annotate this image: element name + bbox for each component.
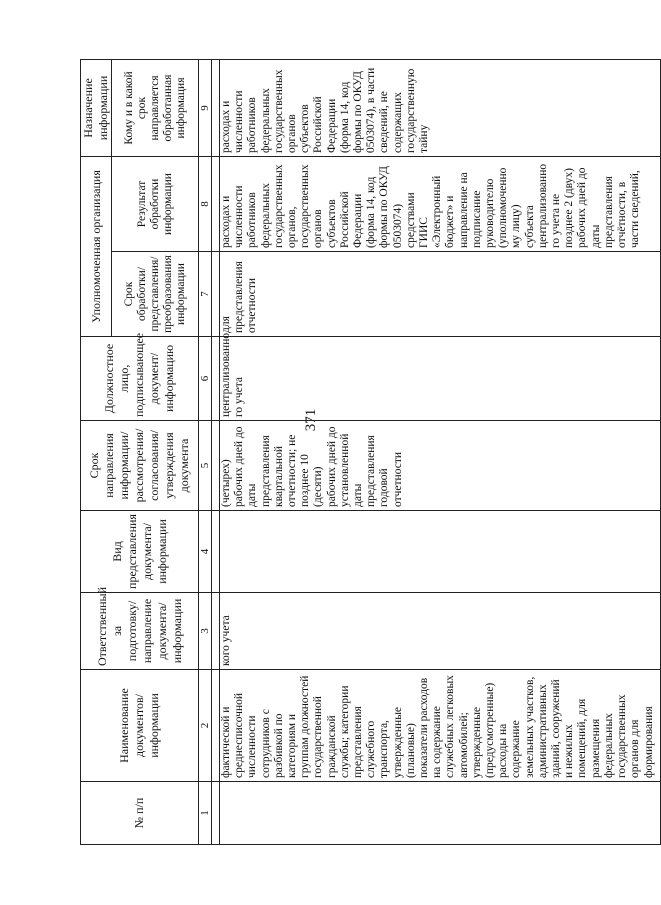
header-col-7: Срок обработки/ представления/ преобразования информации (112, 252, 199, 337)
header-group-authorized: Уполномоченная организация (81, 157, 112, 337)
col-number: 6 (199, 337, 212, 421)
header-col-8: Результат обработки информации (112, 157, 199, 252)
cell-document-name: фактической и среднесписочной численности сотрудников с разбивкой по категориям и группам должностей государственной гражданской службы; категории представления служебного транспорта, утвержденные (плановые) показатели расходов на содержание служебных легковых автомобилей; утвержденные (предусмотренные) расходы на содержание земельных участков, административных зданий, сооружений и нежилых помещений, для размещения федеральных государственных органов для формирования (220, 670, 661, 782)
header-col-5: Срок направления информации/ рассмотрения/ согласования/ утверждения документа (81, 421, 199, 511)
table-row (220, 60, 661, 845)
col-number: 1 (199, 782, 212, 845)
col-number: 3 (199, 593, 212, 670)
header-col-9: Кому и в какой срок направляется обработанная информация (112, 60, 199, 157)
cell-presentation-type (220, 511, 661, 593)
col-number: 8 (199, 157, 212, 252)
cell-deadline: (четырех) рабочих дней до даты представления квартальной отчетности; не позднее 10 (десяти) рабочих дней до установленной даты представления годовой отчетности (220, 421, 661, 511)
header-col-2: Наименование документов/ информации (81, 670, 199, 782)
cell-recipient: расходах и численности работников федеральных государственных органов субъектов Российской Федерации (форма 14, код формы по ОКУД 0503074), в части сведений, не содержащих государственную тайну (220, 60, 661, 157)
cell-processing-result: расходах и численности работников федеральных государственных органов, государственных органов субъектов Российской Федерации (форма 14, код формы по ОКУД 0503074) средствами ГИИС «Электронный бюджет» и направление на подписание руководителю (уполномоченно му лицу) субъекта централизованно го учета не позднее 2 (двух) рабочих дней до даты представления отчётности, в части сведений, (220, 157, 661, 252)
header-col-4: Вид представления документа/ информации (81, 511, 199, 593)
col-number: 7 (199, 252, 212, 337)
page-number: 371 (303, 408, 319, 432)
rotated-page (80, 60, 655, 845)
col-number: 5 (199, 421, 212, 511)
cell-responsible: кого учета (220, 593, 661, 670)
cell-processing-term: для представления отчетности (220, 252, 661, 337)
header-group-purpose: Назначение информации (81, 60, 112, 157)
cell-number (220, 782, 661, 845)
header-col-3: Ответственный за подготовку/ направление документа/ информации (81, 593, 199, 670)
cell-signatory: централизованно го учета (220, 337, 661, 421)
column-numbers-row (199, 60, 212, 845)
header-group-row (81, 60, 112, 845)
document-table (80, 59, 661, 845)
header-col-6: Должностное лицо, подписывающее документ/ информацию (81, 337, 199, 421)
col-number: 9 (199, 60, 212, 157)
col-number: 4 (199, 511, 212, 593)
header-col-1: № п/п (81, 782, 199, 845)
col-number: 2 (199, 670, 212, 782)
separator-row (212, 60, 220, 845)
